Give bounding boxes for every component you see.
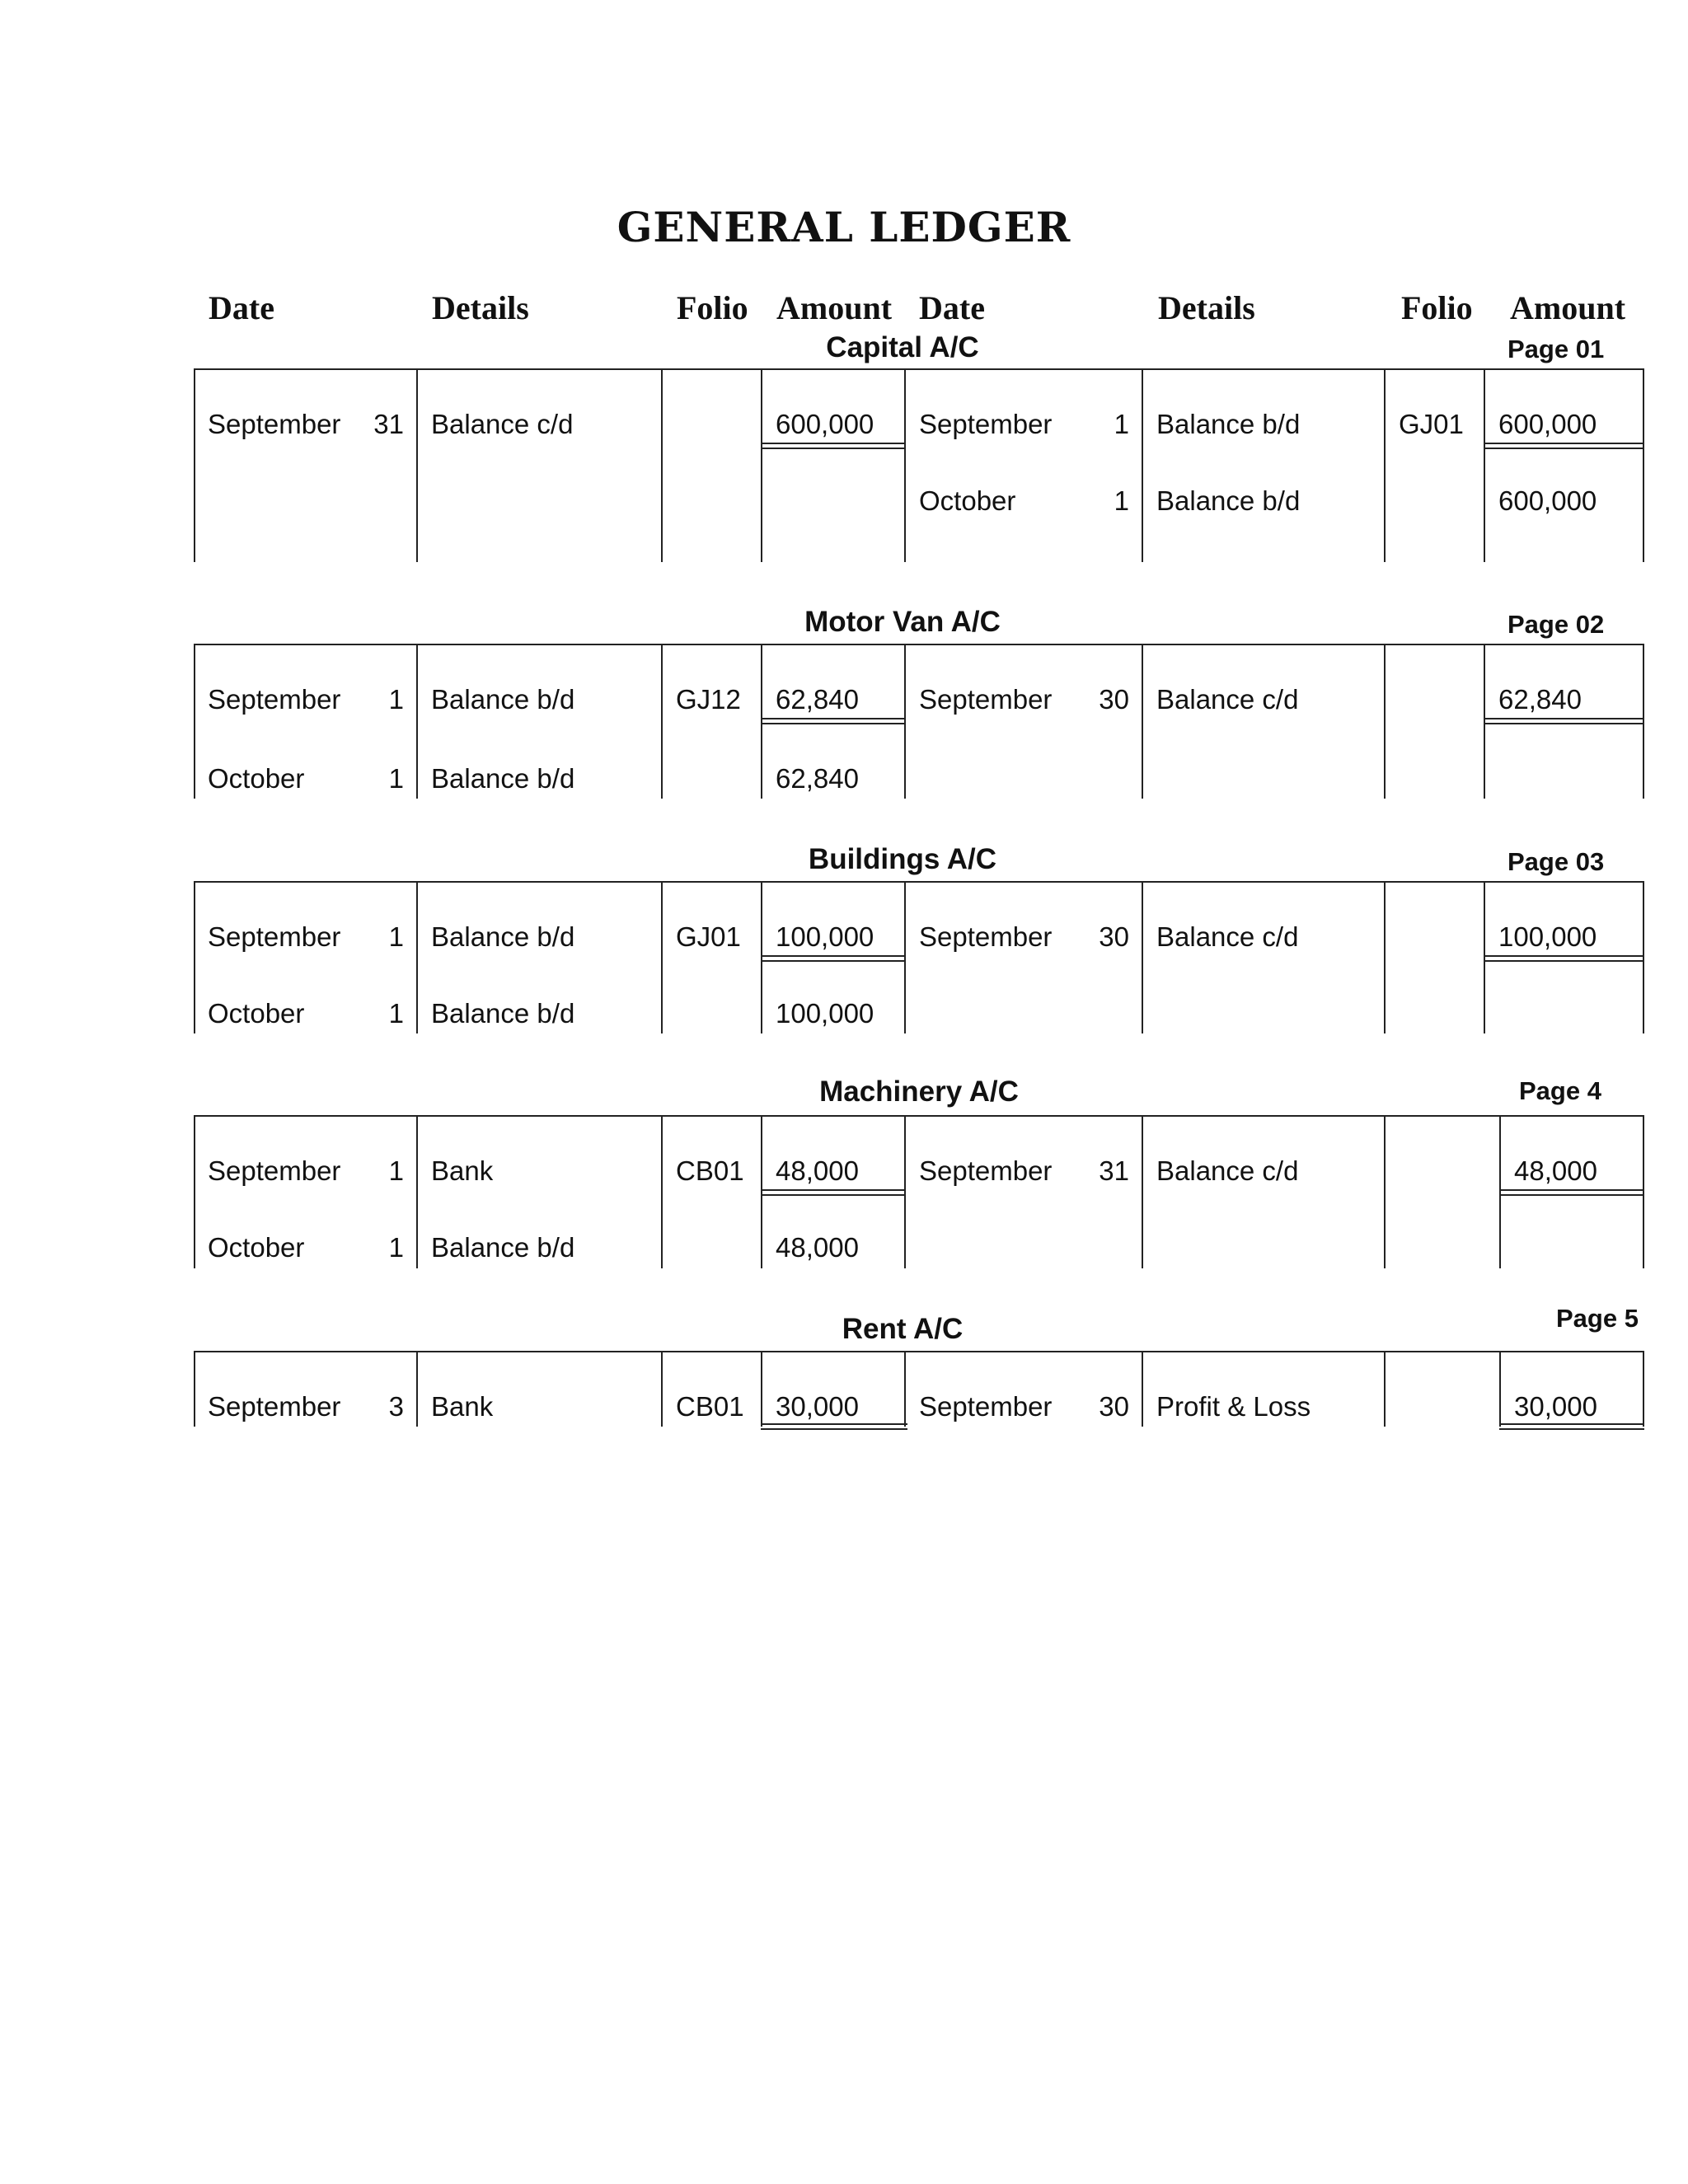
date-month: September: [919, 409, 1053, 439]
folio: GJ01: [1399, 409, 1464, 439]
date-day: 1: [388, 998, 404, 1029]
folio: GJ01: [676, 921, 741, 952]
details: Balance b/d: [431, 921, 575, 952]
details: Balance b/d: [431, 998, 575, 1029]
ledger-table: [194, 1351, 1644, 1427]
account-title: Buildings A/C: [808, 843, 997, 875]
amount: 48,000: [776, 1155, 859, 1186]
date-month: October: [919, 485, 1016, 516]
date-day: 30: [1099, 921, 1129, 952]
page-reference: Page 03: [1507, 847, 1605, 876]
details: Balance b/d: [1156, 485, 1301, 516]
total-double-rule: [1499, 1189, 1644, 1196]
amount: 100,000: [1498, 921, 1597, 952]
ledger-table: [194, 1115, 1644, 1268]
date-day: 1: [388, 1232, 404, 1263]
date-day: 1: [388, 921, 404, 952]
date-month: September: [208, 409, 341, 439]
ledger-table: [194, 881, 1644, 1033]
details: Balance c/d: [1156, 1155, 1299, 1186]
total-double-rule: [761, 718, 904, 724]
date-day: 1: [388, 1155, 404, 1186]
header-amount-right: Amount: [1510, 289, 1626, 326]
account-title: Rent A/C: [842, 1313, 964, 1345]
date-day: 1: [1114, 485, 1129, 516]
account-title: Capital A/C: [826, 331, 979, 363]
date-day: 30: [1099, 1391, 1129, 1422]
header-folio-right: Folio: [1401, 289, 1473, 326]
amount: 600,000: [1498, 485, 1597, 516]
ledger-table: [194, 368, 1644, 562]
amount: 48,000: [1514, 1155, 1597, 1186]
date-month: September: [919, 921, 1053, 952]
total-double-rule: [1499, 1423, 1644, 1430]
folio: CB01: [676, 1155, 744, 1186]
total-double-rule: [761, 1423, 907, 1430]
date-month: September: [208, 1391, 341, 1422]
date-month: September: [208, 1155, 341, 1186]
page-reference: Page 01: [1507, 335, 1605, 363]
header-date-right: Date: [919, 289, 985, 326]
date-day: 1: [388, 763, 404, 794]
details: Profit & Loss: [1156, 1391, 1311, 1422]
total-double-rule: [761, 955, 904, 962]
header-folio-left: Folio: [677, 289, 748, 326]
amount: 30,000: [776, 1391, 859, 1422]
details: Balance b/d: [431, 763, 575, 794]
details: Balance c/d: [1156, 921, 1299, 952]
date-day: 30: [1099, 684, 1129, 715]
amount: 62,840: [776, 684, 859, 715]
amount: 100,000: [776, 998, 874, 1029]
ledger-table: [194, 644, 1644, 799]
amount: 600,000: [776, 409, 874, 439]
date-month: September: [919, 1391, 1053, 1422]
page-reference: Page 02: [1507, 610, 1605, 639]
amount: 600,000: [1498, 409, 1597, 439]
details: Balance b/d: [1156, 409, 1301, 439]
date-month: October: [208, 1232, 305, 1263]
total-double-rule: [761, 1189, 904, 1196]
total-double-rule: [1484, 443, 1644, 449]
details: Balance b/d: [431, 684, 575, 715]
header-details-right: Details: [1158, 289, 1255, 326]
date-month: October: [208, 763, 305, 794]
date-day: 1: [1114, 409, 1129, 439]
date-month: September: [208, 684, 341, 715]
date-day: 31: [373, 409, 404, 439]
details: Bank: [431, 1155, 494, 1186]
account-title: Machinery A/C: [819, 1076, 1019, 1108]
date-month: September: [919, 1155, 1053, 1186]
account-title: Motor Van A/C: [804, 606, 1001, 638]
page-title: GENERAL LEDGER: [617, 203, 1071, 251]
header-details-left: Details: [432, 289, 529, 326]
date-day: 31: [1099, 1155, 1129, 1186]
total-double-rule: [761, 443, 904, 449]
page-reference: Page 5: [1556, 1304, 1639, 1333]
folio: GJ12: [676, 684, 741, 715]
amount: 62,840: [776, 763, 859, 794]
date-day: 3: [388, 1391, 404, 1422]
date-month: September: [919, 684, 1053, 715]
total-double-rule: [1484, 955, 1644, 962]
amount: 100,000: [776, 921, 874, 952]
header-date-left: Date: [209, 289, 274, 326]
date-month: September: [208, 921, 341, 952]
date-day: 1: [388, 684, 404, 715]
amount: 30,000: [1514, 1391, 1597, 1422]
page-reference: Page 4: [1519, 1076, 1601, 1105]
details: Bank: [431, 1391, 494, 1422]
details: Balance c/d: [1156, 684, 1299, 715]
amount: 62,840: [1498, 684, 1582, 715]
header-amount-left: Amount: [776, 289, 893, 326]
folio: CB01: [676, 1391, 744, 1422]
total-double-rule: [1484, 718, 1644, 724]
date-month: October: [208, 998, 305, 1029]
amount: 48,000: [776, 1232, 859, 1263]
details: Balance c/d: [431, 409, 574, 439]
details: Balance b/d: [431, 1232, 575, 1263]
